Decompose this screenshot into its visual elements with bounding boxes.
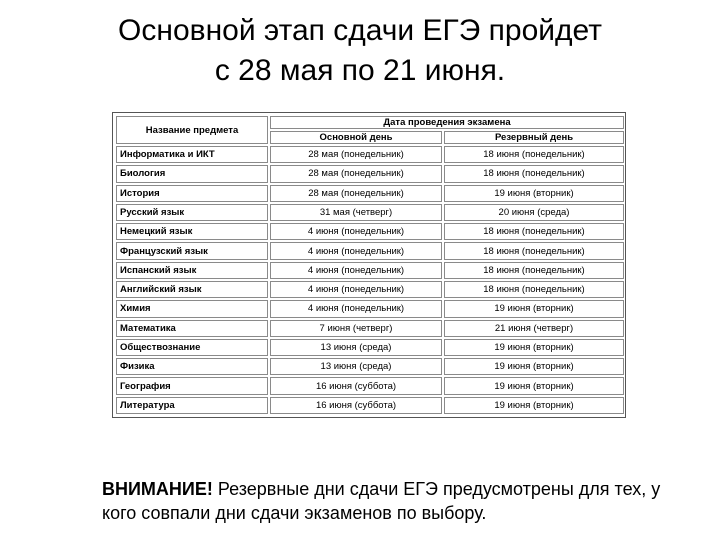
reserve-day-cell: 18 июня (понедельник) xyxy=(444,281,624,298)
subject-cell: История xyxy=(116,185,268,202)
main-day-cell: 28 мая (понедельник) xyxy=(270,165,442,182)
header-reserve-day: Резервный день xyxy=(444,131,624,144)
reserve-day-cell: 18 июня (понедельник) xyxy=(444,262,624,279)
subject-cell: Немецкий язык xyxy=(116,223,268,240)
subject-cell: Русский язык xyxy=(116,204,268,221)
table-row xyxy=(116,165,624,182)
subject-cell: Информатика и ИКТ xyxy=(116,146,268,163)
reserve-day-cell: 21 июня (четверг) xyxy=(444,320,624,337)
subject-cell: Обществознание xyxy=(116,339,268,356)
main-day-cell: 4 июня (понедельник) xyxy=(270,262,442,279)
main-day-cell: 4 июня (понедельник) xyxy=(270,300,442,317)
reserve-day-cell: 19 июня (вторник) xyxy=(444,185,624,202)
table-row xyxy=(116,262,624,279)
main-day-cell: 4 июня (понедельник) xyxy=(270,242,442,259)
subject-cell: Английский язык xyxy=(116,281,268,298)
subject-cell: Химия xyxy=(116,300,268,317)
table-row xyxy=(116,242,624,259)
reserve-day-cell: 19 июня (вторник) xyxy=(444,397,624,414)
main-day-cell: 31 мая (четверг) xyxy=(270,204,442,221)
table-row xyxy=(116,377,624,394)
table-row xyxy=(116,185,624,202)
table-row xyxy=(116,397,624,414)
table-row xyxy=(116,339,624,356)
page-title-line-1: Основной этап сдачи ЕГЭ пройдет xyxy=(118,14,602,47)
attention-label: ВНИМАНИЕ! xyxy=(102,479,213,499)
main-day-cell: 28 мая (понедельник) xyxy=(270,146,442,163)
reserve-day-cell: 19 июня (вторник) xyxy=(444,358,624,375)
reserve-day-cell: 20 июня (среда) xyxy=(444,204,624,221)
subject-cell: География xyxy=(116,377,268,394)
reserve-day-cell: 19 июня (вторник) xyxy=(444,377,624,394)
reserve-day-cell: 18 июня (понедельник) xyxy=(444,242,624,259)
subject-cell: Математика xyxy=(116,320,268,337)
main-day-cell: 28 мая (понедельник) xyxy=(270,185,442,202)
reserve-day-cell: 18 июня (понедельник) xyxy=(444,223,624,240)
attention-text: Резервные дни сдачи ЕГЭ предусмотрены для тех, у кого совпали дни сдачи экзаменов по выбору. xyxy=(102,479,661,523)
attention-note xyxy=(102,477,662,525)
table-row xyxy=(116,358,624,375)
table-header-row xyxy=(116,116,624,129)
main-day-cell: 16 июня (суббота) xyxy=(270,397,442,414)
reserve-day-cell: 19 июня (вторник) xyxy=(444,300,624,317)
main-day-cell: 13 июня (среда) xyxy=(270,339,442,356)
main-day-cell: 7 июня (четверг) xyxy=(270,320,442,337)
reserve-day-cell: 19 июня (вторник) xyxy=(444,339,624,356)
reserve-day-cell: 18 июня (понедельник) xyxy=(444,146,624,163)
table-row xyxy=(116,146,624,163)
main-day-cell: 4 июня (понедельник) xyxy=(270,281,442,298)
header-main-day: Основной день xyxy=(270,131,442,144)
header-subject: Название предмета xyxy=(116,116,268,144)
table-row xyxy=(116,300,624,317)
exam-schedule-table-frame xyxy=(112,112,626,418)
table-row xyxy=(116,223,624,240)
main-day-cell: 4 июня (понедельник) xyxy=(270,223,442,240)
table-row xyxy=(116,320,624,337)
header-date-group: Дата проведения экзамена xyxy=(270,116,624,129)
subject-cell: Литература xyxy=(116,397,268,414)
table-row xyxy=(116,281,624,298)
page-title-line-2: с 28 мая по 21 июня. xyxy=(214,54,506,87)
subject-cell: Французский язык xyxy=(116,242,268,259)
exam-schedule-table xyxy=(114,114,626,416)
reserve-day-cell: 18 июня (понедельник) xyxy=(444,165,624,182)
main-day-cell: 16 июня (суббота) xyxy=(270,377,442,394)
table-row xyxy=(116,204,624,221)
subject-cell: Испанский язык xyxy=(116,262,268,279)
subject-cell: Физика xyxy=(116,358,268,375)
subject-cell: Биология xyxy=(116,165,268,182)
main-day-cell: 13 июня (среда) xyxy=(270,358,442,375)
